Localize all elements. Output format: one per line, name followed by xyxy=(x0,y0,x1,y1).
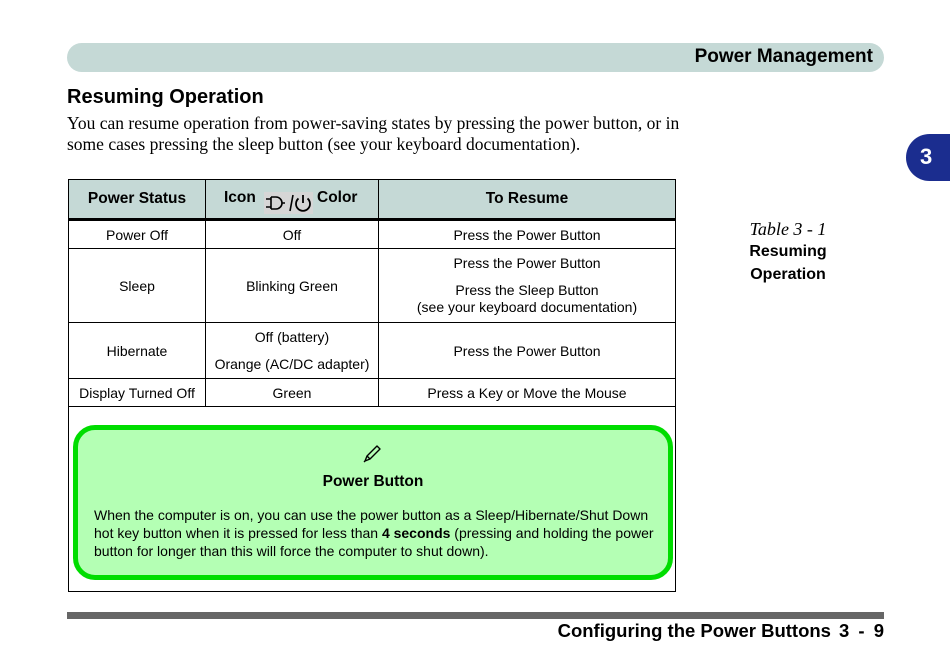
plug-and-power-icon xyxy=(264,192,313,214)
table-header-row xyxy=(69,180,675,220)
cell-resume: Press a Key or Move the Mouse xyxy=(379,379,676,407)
slash-glyph xyxy=(290,195,293,211)
caption-title-line1: Resuming xyxy=(749,243,827,260)
header-power-status: Power Status xyxy=(69,180,206,220)
resume-line: Press the Power Button xyxy=(453,255,601,271)
cell-color: Blinking Green xyxy=(206,249,379,323)
footer-title: Configuring the Power Buttons xyxy=(557,620,831,641)
intro-paragraph: You can resume operation from power-saving states by pressing the power button, or in some cases pressing the sleep button (see your keyboard documentation). xyxy=(67,113,680,154)
resume-line: (see your keyboard documentation) xyxy=(416,299,638,315)
table-row-power-off xyxy=(69,220,675,249)
cell-resume xyxy=(379,249,676,323)
cell-status: Display Turned Off xyxy=(69,379,206,407)
cell-color xyxy=(206,323,379,379)
header-to-resume: To Resume xyxy=(379,180,676,220)
cell-color: Off xyxy=(206,220,379,249)
note-text-bold: 4 seconds xyxy=(381,525,451,541)
table-row-sleep xyxy=(69,249,675,323)
header-bar xyxy=(67,43,884,72)
header-icon-label: Icon xyxy=(224,189,256,206)
resume-line: Press the Sleep Button xyxy=(455,282,599,298)
footer xyxy=(558,620,884,642)
note-text-after: (pressing and holding the power button for longer than this will force the computer to shut down). xyxy=(94,525,654,559)
cell-resume: Press the Power Button xyxy=(379,323,676,379)
footer-rule xyxy=(67,612,884,619)
caption-number: Table 3 - 1 xyxy=(749,219,827,239)
power-icons xyxy=(264,192,313,214)
color-line: Off (battery) xyxy=(254,328,330,345)
note-box xyxy=(73,425,673,580)
cell-status: Power Off xyxy=(69,220,206,249)
color-line: Orange (AC/DC adapter) xyxy=(214,355,370,372)
cell-status: Sleep xyxy=(69,249,206,323)
cell-color: Green xyxy=(206,379,379,407)
table-row-display-off xyxy=(69,379,675,407)
table-caption xyxy=(720,218,856,286)
header-color-label: Color xyxy=(317,189,358,206)
power-symbol-icon xyxy=(296,195,310,211)
pencil-icon xyxy=(361,443,383,465)
page-number: 3 - 9 xyxy=(838,620,884,641)
running-header-title: Power Management xyxy=(694,46,873,67)
resume-table-frame xyxy=(68,179,676,592)
chapter-tab xyxy=(906,134,950,181)
section-title: Resuming Operation xyxy=(67,86,264,108)
cell-resume: Press the Power Button xyxy=(379,220,676,249)
header-icon-color xyxy=(206,180,379,220)
table-row-hibernate xyxy=(69,323,675,379)
note-title: Power Button xyxy=(322,473,424,490)
note-text-before: When the computer is on, you can use the power button as a Sleep/Hibernate/Shut Down hot key button when it is pressed for less than xyxy=(94,507,649,541)
plug-icon xyxy=(266,197,285,209)
chapter-number: 3 xyxy=(920,144,933,169)
note-body xyxy=(94,506,656,560)
resume-table xyxy=(69,180,675,407)
caption-title-line2: Operation xyxy=(750,266,826,283)
cell-status: Hibernate xyxy=(69,323,206,379)
